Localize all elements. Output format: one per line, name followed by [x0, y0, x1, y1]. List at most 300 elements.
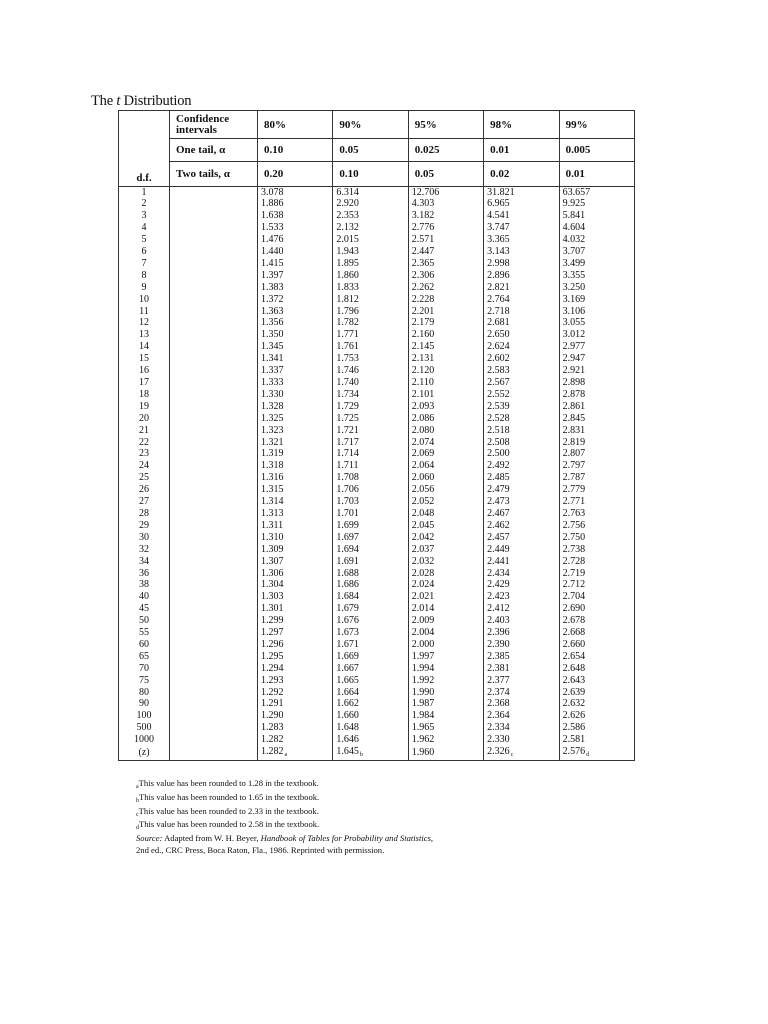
critical-value: 2.201: [411, 305, 435, 317]
label-column-cell: [170, 425, 258, 437]
critical-value-cell: [408, 627, 483, 639]
df-cell: 12: [119, 317, 170, 329]
critical-value-cell: [258, 329, 333, 341]
critical-value: 2.719: [562, 567, 586, 579]
critical-value: 2.485: [487, 472, 510, 484]
critical-value: 1.314: [261, 496, 284, 508]
critical-value: 1.962: [411, 734, 435, 746]
critical-value: 1.309: [261, 543, 284, 555]
footnote-mark: b: [136, 797, 139, 804]
critical-value: 2.412: [487, 603, 510, 615]
critical-value: 3.747: [487, 222, 510, 234]
critical-value: 2.131: [411, 353, 435, 365]
critical-value-cell: [559, 496, 634, 508]
df-cell: 16: [119, 365, 170, 377]
critical-value: 2.462: [487, 519, 510, 531]
critical-value: 63.657: [562, 186, 591, 198]
one-tail-value: 0.05: [333, 139, 408, 162]
critical-value: 2.306: [411, 269, 435, 281]
critical-value: 3.250: [562, 281, 586, 293]
critical-value: 2.539: [487, 400, 510, 412]
label-column-cell: [170, 484, 258, 496]
critical-value-cell: [559, 282, 634, 294]
df-cell: 90: [119, 698, 170, 710]
critical-value-cell: [333, 186, 408, 198]
critical-value-cell: [559, 544, 634, 556]
critical-value: 1.315: [261, 484, 284, 496]
label-column-cell: [170, 329, 258, 341]
critical-value: 1.721: [336, 424, 359, 436]
critical-value-cell: [559, 425, 634, 437]
critical-value: 1.725: [336, 412, 359, 424]
critical-value-cell: [559, 222, 634, 234]
df-cell: 60: [119, 639, 170, 651]
critical-value-cell: [559, 246, 634, 258]
df-cell: 34: [119, 556, 170, 568]
two-tails-value: 0.20: [258, 162, 333, 187]
critical-value-cell: [333, 317, 408, 329]
critical-value-cell: [559, 198, 634, 210]
critical-value-cell: [333, 246, 408, 258]
one-tail-label: One tail, α: [170, 139, 258, 162]
critical-value-cell: [484, 532, 559, 544]
critical-value: 1.662: [336, 698, 359, 710]
two-tails-value: 0.05: [408, 162, 483, 187]
critical-value: 1.297: [261, 627, 284, 639]
label-column-cell: [170, 532, 258, 544]
critical-value-cell: [333, 579, 408, 591]
critical-value: 2.028: [411, 567, 435, 579]
critical-value-cell: [408, 222, 483, 234]
critical-value-cell: [408, 460, 483, 472]
footnote-ref: c: [510, 752, 514, 759]
table-row: [119, 258, 635, 270]
critical-value-cell: [408, 568, 483, 580]
critical-value: 1.363: [261, 305, 284, 317]
table-row: [119, 246, 635, 258]
critical-value: 1.992: [411, 674, 435, 686]
critical-value: 1.303: [261, 591, 284, 603]
critical-value-cell: [408, 353, 483, 365]
critical-value-cell: [408, 270, 483, 282]
critical-value: 2.145: [411, 341, 435, 353]
critical-value-cell: [559, 579, 634, 591]
critical-value: 3.078: [261, 186, 284, 198]
critical-value-cell: [559, 710, 634, 722]
critical-value: 1.746: [336, 365, 359, 377]
critical-value: 2.750: [562, 531, 586, 543]
critical-value-cell: [333, 294, 408, 306]
critical-value: 2.457: [487, 531, 510, 543]
critical-value-cell: [484, 508, 559, 520]
critical-value: 2.467: [487, 507, 510, 519]
critical-value: 2.518: [487, 424, 510, 436]
label-column-cell: [170, 317, 258, 329]
label-column-cell: [170, 282, 258, 294]
critical-value: 1.860: [336, 269, 359, 281]
critical-value-cell: [559, 746, 634, 760]
table-row: [119, 675, 635, 687]
critical-value: 2.000: [411, 638, 435, 650]
critical-value-cell: [408, 484, 483, 496]
critical-value-cell: [559, 568, 634, 580]
critical-value: 2.365: [411, 257, 435, 269]
critical-value: 1.328: [261, 400, 284, 412]
critical-value: 1.734: [336, 388, 359, 400]
one-tail-value: 0.005: [559, 139, 634, 162]
critical-value-cell: [333, 663, 408, 675]
critical-value: 2.787: [562, 472, 586, 484]
critical-value-cell: [333, 508, 408, 520]
critical-value-cell: [258, 317, 333, 329]
table-row: [119, 460, 635, 472]
critical-value-cell: [258, 460, 333, 472]
critical-value: 1.533: [261, 222, 284, 234]
table-row: [119, 603, 635, 615]
critical-value-cell: [559, 520, 634, 532]
critical-value: 2.473: [487, 496, 510, 508]
table-row: [119, 627, 635, 639]
confidence-value: 95%: [408, 111, 483, 139]
critical-value-cell: [484, 698, 559, 710]
critical-value: 2.654: [562, 650, 586, 662]
label-column-cell: [170, 353, 258, 365]
critical-value-cell: [408, 698, 483, 710]
critical-value: 1.638: [261, 210, 284, 222]
critical-value: 2.921: [562, 365, 586, 377]
critical-value-cell: [333, 329, 408, 341]
critical-value-cell: [333, 532, 408, 544]
critical-value-cell: [333, 603, 408, 615]
critical-value: 1.330: [261, 388, 284, 400]
critical-value: 2.650: [487, 329, 510, 341]
critical-value: 2.771: [562, 496, 586, 508]
label-column-cell: [170, 270, 258, 282]
critical-value-cell: [484, 639, 559, 651]
critical-value-cell: [333, 448, 408, 460]
critical-value-cell: [333, 746, 408, 760]
label-column-cell: [170, 710, 258, 722]
footnote-ref: b: [359, 752, 363, 759]
critical-value: 2.403: [487, 615, 510, 627]
df-cell: (z): [119, 746, 170, 760]
critical-value: 4.303: [411, 198, 435, 210]
critical-value-cell: [258, 579, 333, 591]
critical-value-cell: [559, 270, 634, 282]
critical-value: 2.807: [562, 448, 586, 460]
critical-value-cell: [484, 222, 559, 234]
critical-value-cell: [258, 198, 333, 210]
critical-value: 1.397: [261, 269, 284, 281]
critical-value: 2.110: [411, 377, 434, 388]
critical-value: 2.101: [411, 388, 435, 400]
critical-value-cell: [333, 675, 408, 687]
critical-value-cell: [258, 282, 333, 294]
critical-value: 1.717: [336, 436, 359, 448]
critical-value: 2.718: [487, 305, 510, 317]
critical-value-cell: [258, 710, 333, 722]
footnote: [136, 778, 433, 792]
table-row: [119, 353, 635, 365]
critical-value-cell: [484, 437, 559, 449]
critical-value: 6.314: [336, 186, 359, 198]
critical-value: 1.708: [336, 472, 359, 484]
header-row-two-tails: [119, 162, 635, 187]
df-cell: 10: [119, 294, 170, 306]
critical-value: 1.333: [261, 377, 284, 388]
df-cell: 7: [119, 258, 170, 270]
critical-value: 3.055: [562, 317, 586, 329]
critical-value: 2.069: [411, 448, 435, 460]
title-prefix: The: [91, 93, 117, 109]
critical-value-cell: [258, 687, 333, 699]
critical-value-cell: [559, 532, 634, 544]
table-row: [119, 579, 635, 591]
df-cell: 15: [119, 353, 170, 365]
critical-value-cell: [408, 401, 483, 413]
critical-value: 2.179: [411, 317, 435, 329]
critical-value: 2.449: [487, 543, 510, 555]
label-column-cell: [170, 615, 258, 627]
critical-value-cell: [559, 591, 634, 603]
label-column-cell: [170, 663, 258, 675]
critical-value: 2.552: [487, 388, 510, 400]
critical-value-cell: [408, 496, 483, 508]
critical-value: 2.508: [487, 436, 510, 448]
critical-value-cell: [333, 258, 408, 270]
critical-value: 3.499: [562, 257, 586, 269]
critical-value: 2.639: [562, 686, 586, 698]
critical-value: 2.668: [562, 627, 586, 639]
critical-value: 1.325: [261, 412, 284, 424]
critical-value-cell: [484, 520, 559, 532]
two-tails-value: 0.01: [559, 162, 634, 187]
critical-value-cell: [333, 544, 408, 556]
label-column-cell: [170, 472, 258, 484]
df-cell: 55: [119, 627, 170, 639]
label-column-cell: [170, 603, 258, 615]
label-column-cell: [170, 627, 258, 639]
critical-value-cell: [484, 258, 559, 270]
critical-value-cell: [258, 746, 333, 760]
critical-value-cell: [333, 687, 408, 699]
df-cell: 45: [119, 603, 170, 615]
critical-value-cell: [333, 437, 408, 449]
table-row: [119, 186, 635, 198]
critical-value: 1.691: [336, 555, 359, 567]
critical-value-cell: [258, 437, 333, 449]
critical-value-cell: [258, 627, 333, 639]
confidence-value: 99%: [559, 111, 634, 139]
critical-value-cell: [408, 544, 483, 556]
critical-value-cell: [559, 294, 634, 306]
critical-value: 2.086: [411, 412, 435, 424]
critical-value: 2.586: [562, 722, 586, 734]
critical-value-cell: [484, 401, 559, 413]
label-column-cell: [170, 294, 258, 306]
title-suffix: Distribution: [120, 93, 192, 109]
two-tails-value: 0.02: [484, 162, 559, 187]
critical-value-cell: [559, 472, 634, 484]
critical-value: 1.796: [336, 305, 359, 317]
critical-value: 2.396: [487, 627, 510, 639]
critical-value: 1.699: [336, 519, 359, 531]
critical-value: 1.301: [261, 603, 284, 615]
df-cell: 1000: [119, 734, 170, 746]
label-column-cell: [170, 246, 258, 258]
critical-value: 1.290: [261, 710, 284, 722]
critical-value-cell: [408, 341, 483, 353]
critical-value: 1.665: [336, 674, 359, 686]
critical-value-cell: [408, 722, 483, 734]
critical-value: 1.319: [261, 448, 284, 460]
critical-value: 1.761: [336, 341, 359, 353]
critical-value-cell: [258, 675, 333, 687]
critical-value: 2.056: [411, 484, 435, 496]
critical-value-cell: [333, 389, 408, 401]
table-row: [119, 687, 635, 699]
critical-value-cell: [484, 246, 559, 258]
critical-value: 1.984: [411, 710, 435, 722]
critical-value: 2.385: [487, 650, 510, 662]
critical-value: 2.776: [411, 222, 435, 234]
critical-value: 5.841: [562, 210, 586, 222]
table-row: [119, 698, 635, 710]
df-cell: 20: [119, 413, 170, 425]
critical-value-cell: [484, 722, 559, 734]
critical-value: 1.372: [261, 293, 284, 305]
critical-value: 1.684: [336, 591, 359, 603]
critical-value: 2.093: [411, 400, 435, 412]
source-book-title: Handbook of Tables for Probability and Statistics,: [260, 833, 434, 844]
critical-value-cell: [559, 306, 634, 318]
critical-value: 2.364: [487, 710, 510, 722]
critical-value-cell: [333, 496, 408, 508]
critical-value-cell: [484, 651, 559, 663]
critical-value-cell: [258, 425, 333, 437]
critical-value-cell: [484, 329, 559, 341]
critical-value: 1.676: [336, 615, 359, 627]
critical-value: 2.756: [562, 519, 586, 531]
critical-value-cell: [258, 472, 333, 484]
critical-value-cell: [333, 222, 408, 234]
critical-value-cell: [408, 437, 483, 449]
title-t: t: [116, 93, 121, 109]
critical-value: 1.664: [336, 686, 359, 698]
critical-value: 1.294: [261, 662, 284, 674]
critical-value: 1.306: [261, 567, 284, 579]
critical-value: 2.998: [487, 257, 510, 269]
df-cell: 24: [119, 460, 170, 472]
critical-value-cell: [408, 651, 483, 663]
critical-value: 2.048: [411, 507, 435, 519]
critical-value-cell: [559, 627, 634, 639]
critical-value: 1.440: [261, 246, 284, 258]
df-cell: 38: [119, 579, 170, 591]
two-tails-value: 0.10: [333, 162, 408, 187]
df-cell: 9: [119, 282, 170, 294]
critical-value-cell: [333, 651, 408, 663]
df-cell: 11: [119, 306, 170, 318]
critical-value: 1.293: [261, 674, 284, 686]
critical-value: 1.833: [336, 281, 359, 293]
label-column-cell: [170, 687, 258, 699]
critical-value-cell: [408, 425, 483, 437]
critical-value-cell: [333, 639, 408, 651]
critical-value: 2.447: [411, 246, 435, 258]
critical-value: 2.947: [562, 353, 586, 365]
critical-value: 2.896: [487, 269, 510, 281]
critical-value: 2.878: [562, 388, 586, 400]
critical-value: 1.304: [261, 579, 284, 591]
critical-value-cell: [408, 448, 483, 460]
label-column-cell: [170, 722, 258, 734]
critical-value: 1.646: [336, 734, 359, 746]
df-cell: 28: [119, 508, 170, 520]
critical-value-cell: [484, 425, 559, 437]
critical-value: 2.738: [562, 543, 586, 555]
footnotes: [136, 778, 433, 857]
label-column-cell: [170, 496, 258, 508]
critical-value-cell: [559, 448, 634, 460]
critical-value-cell: [408, 246, 483, 258]
critical-value: 1.886: [261, 198, 284, 210]
df-header: d.f.: [119, 162, 170, 187]
critical-value: 1.990: [411, 686, 435, 698]
critical-value: 4.541: [487, 210, 510, 222]
critical-value-cell: [484, 353, 559, 365]
critical-value: 2.429: [487, 579, 510, 591]
critical-value: 1.740: [336, 377, 359, 388]
critical-value-cell: [484, 198, 559, 210]
critical-value: 2.977: [562, 341, 586, 353]
table-row: [119, 651, 635, 663]
critical-value: 2.120: [411, 365, 435, 377]
label-column-cell: [170, 377, 258, 389]
critical-value-cell: [484, 270, 559, 282]
df-cell: 17: [119, 377, 170, 389]
critical-value-cell: [258, 722, 333, 734]
critical-value-cell: [559, 722, 634, 734]
critical-value-cell: [484, 556, 559, 568]
critical-value: 1.282: [261, 734, 284, 746]
label-column-cell: [170, 210, 258, 222]
critical-value: 2.032: [411, 555, 435, 567]
critical-value-cell: [258, 210, 333, 222]
critical-value: 2.602: [487, 353, 510, 365]
critical-value-cell: [559, 460, 634, 472]
table-row: [119, 294, 635, 306]
critical-value-cell: [258, 341, 333, 353]
critical-value: 2.571: [411, 234, 435, 246]
critical-value: 2.681: [487, 317, 510, 329]
critical-value-cell: [559, 437, 634, 449]
critical-value: 2.228: [411, 293, 435, 305]
critical-value-cell: [484, 591, 559, 603]
table-row: [119, 544, 635, 556]
critical-value-cell: [408, 746, 483, 760]
source-text: Adapted from W. H. Beyer,: [162, 833, 261, 844]
critical-value-cell: [408, 472, 483, 484]
critical-value: 2.374: [487, 686, 510, 698]
critical-value: 1.671: [336, 638, 359, 650]
critical-value: 2.581: [562, 734, 586, 746]
critical-value: 1.703: [336, 496, 359, 508]
critical-value: 2.500: [487, 448, 510, 460]
critical-value: 2.045: [411, 519, 435, 531]
df-cell: 4: [119, 222, 170, 234]
critical-value-cell: [484, 663, 559, 675]
